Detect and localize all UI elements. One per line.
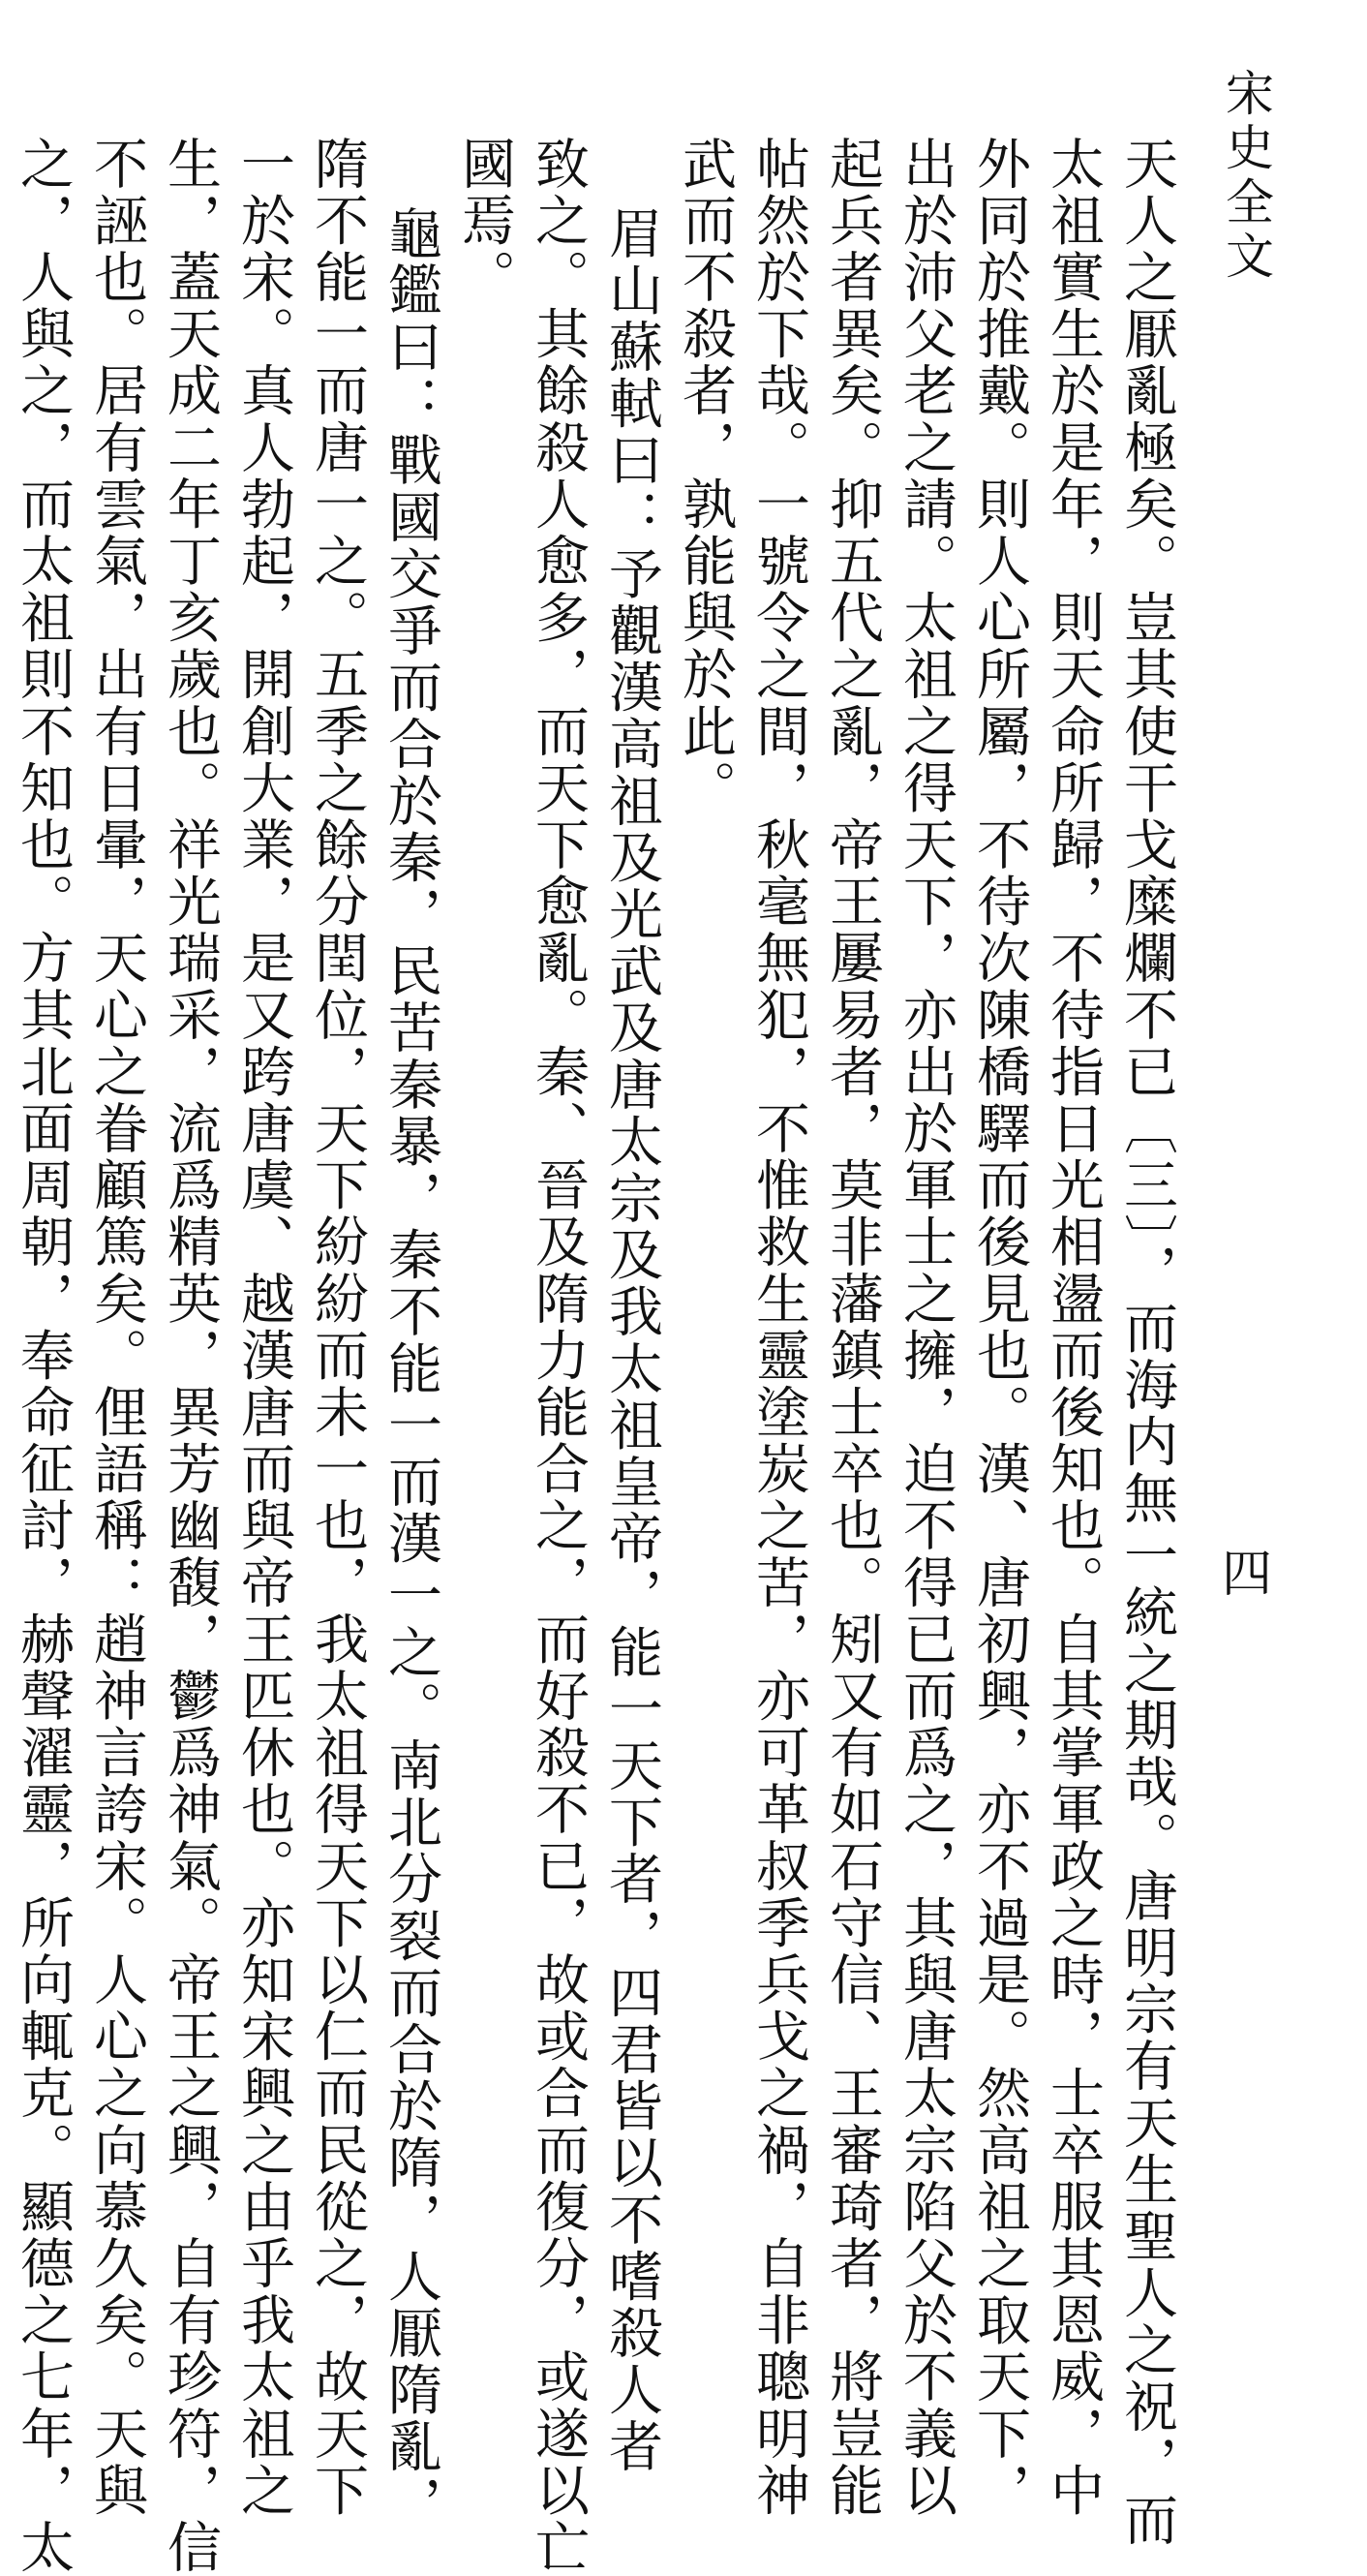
text-column: 不誣也。居有雲氣，出有日暈，天心之眷顧篤矣。俚語稱：趙神言誇宋。人心之向慕久矣。天與 (85, 136, 148, 2520)
page-number: 四 (1222, 1546, 1273, 1604)
text-column: 國焉。 (453, 136, 516, 306)
text-column: 生，蓋天成二年丁亥歲也。祥光瑞采，流爲精英，異芳幽馥，鬱爲神氣。帝王之興，自有珍符，信 (159, 136, 222, 2576)
text-column: 一於宋。真人勃起，開創大業，是又跨唐虞、越漢唐而與帝王匹休也。亦知宋興之由乎我太祖之 (232, 136, 295, 2520)
commentary-start-column: 眉山蘇軾曰：予觀漢高祖及光武及唐太宗及我太祖皇帝，能一天下者，四君皆以不嗜殺人者 (600, 205, 663, 2475)
commentary-start-column: 龜鑑曰：戰國交爭而合於秦，民苦秦暴，秦不能一而漢一之。南北分裂而合於隋，人厭隋亂， (380, 205, 442, 2532)
text-column: 天人之厭亂極矣。豈其使干戈糜爛不已〔三〕，而海内無一統之期哉。唐明宗有天生聖人之祝，而 (1115, 136, 1178, 2549)
text-column: 出於沛父老之請。太祖之得天下，亦出於軍士之擁，迫不得已而爲之，其與唐太宗陷父於不義以 (895, 136, 957, 2520)
text-body (6, 136, 1183, 2576)
text-column: 起兵者異矣。抑五代之亂，帝王屢易者，莫非藩鎮士卒也。矧又有如石守信、王審琦者，將豈能 (821, 136, 884, 2520)
text-column: 太祖實生於是年，則天命所歸，不待指日光相盪而後知也。自其掌軍政之時，士卒服其恩威，中 (1042, 136, 1105, 2520)
text-column: 致之。其餘殺人愈多，而天下愈亂。秦、晉及隋力能合之，而好殺不已，故或合而復分，或遂以亡 (527, 136, 590, 2576)
text-column: 帖然於下哉。一號令之間，秋毫無犯，不惟救生靈塗炭之苦，亦可革叔季兵戈之禍，自非聰明神 (747, 136, 810, 2520)
text-column: 隋不能一而唐一之。五季之餘分閏位，天下紛紛而未一也，我太祖得天下以仁而民從之，故天下 (306, 136, 369, 2520)
text-column: 之，人與之，而太祖則不知也。方其北面周朝，奉命征討，赫聲濯靈，所向輒克。顯德之七年，太 (12, 136, 75, 2576)
running-title: 宋史全文 (1218, 68, 1274, 285)
text-column: 外同於推戴。則人心所屬，不待次陳橋驛而後見也。漢、唐初興，亦不過是。然高祖之取天下， (968, 136, 1031, 2520)
text-column: 武而不殺者，孰能與於此。 (674, 136, 737, 817)
